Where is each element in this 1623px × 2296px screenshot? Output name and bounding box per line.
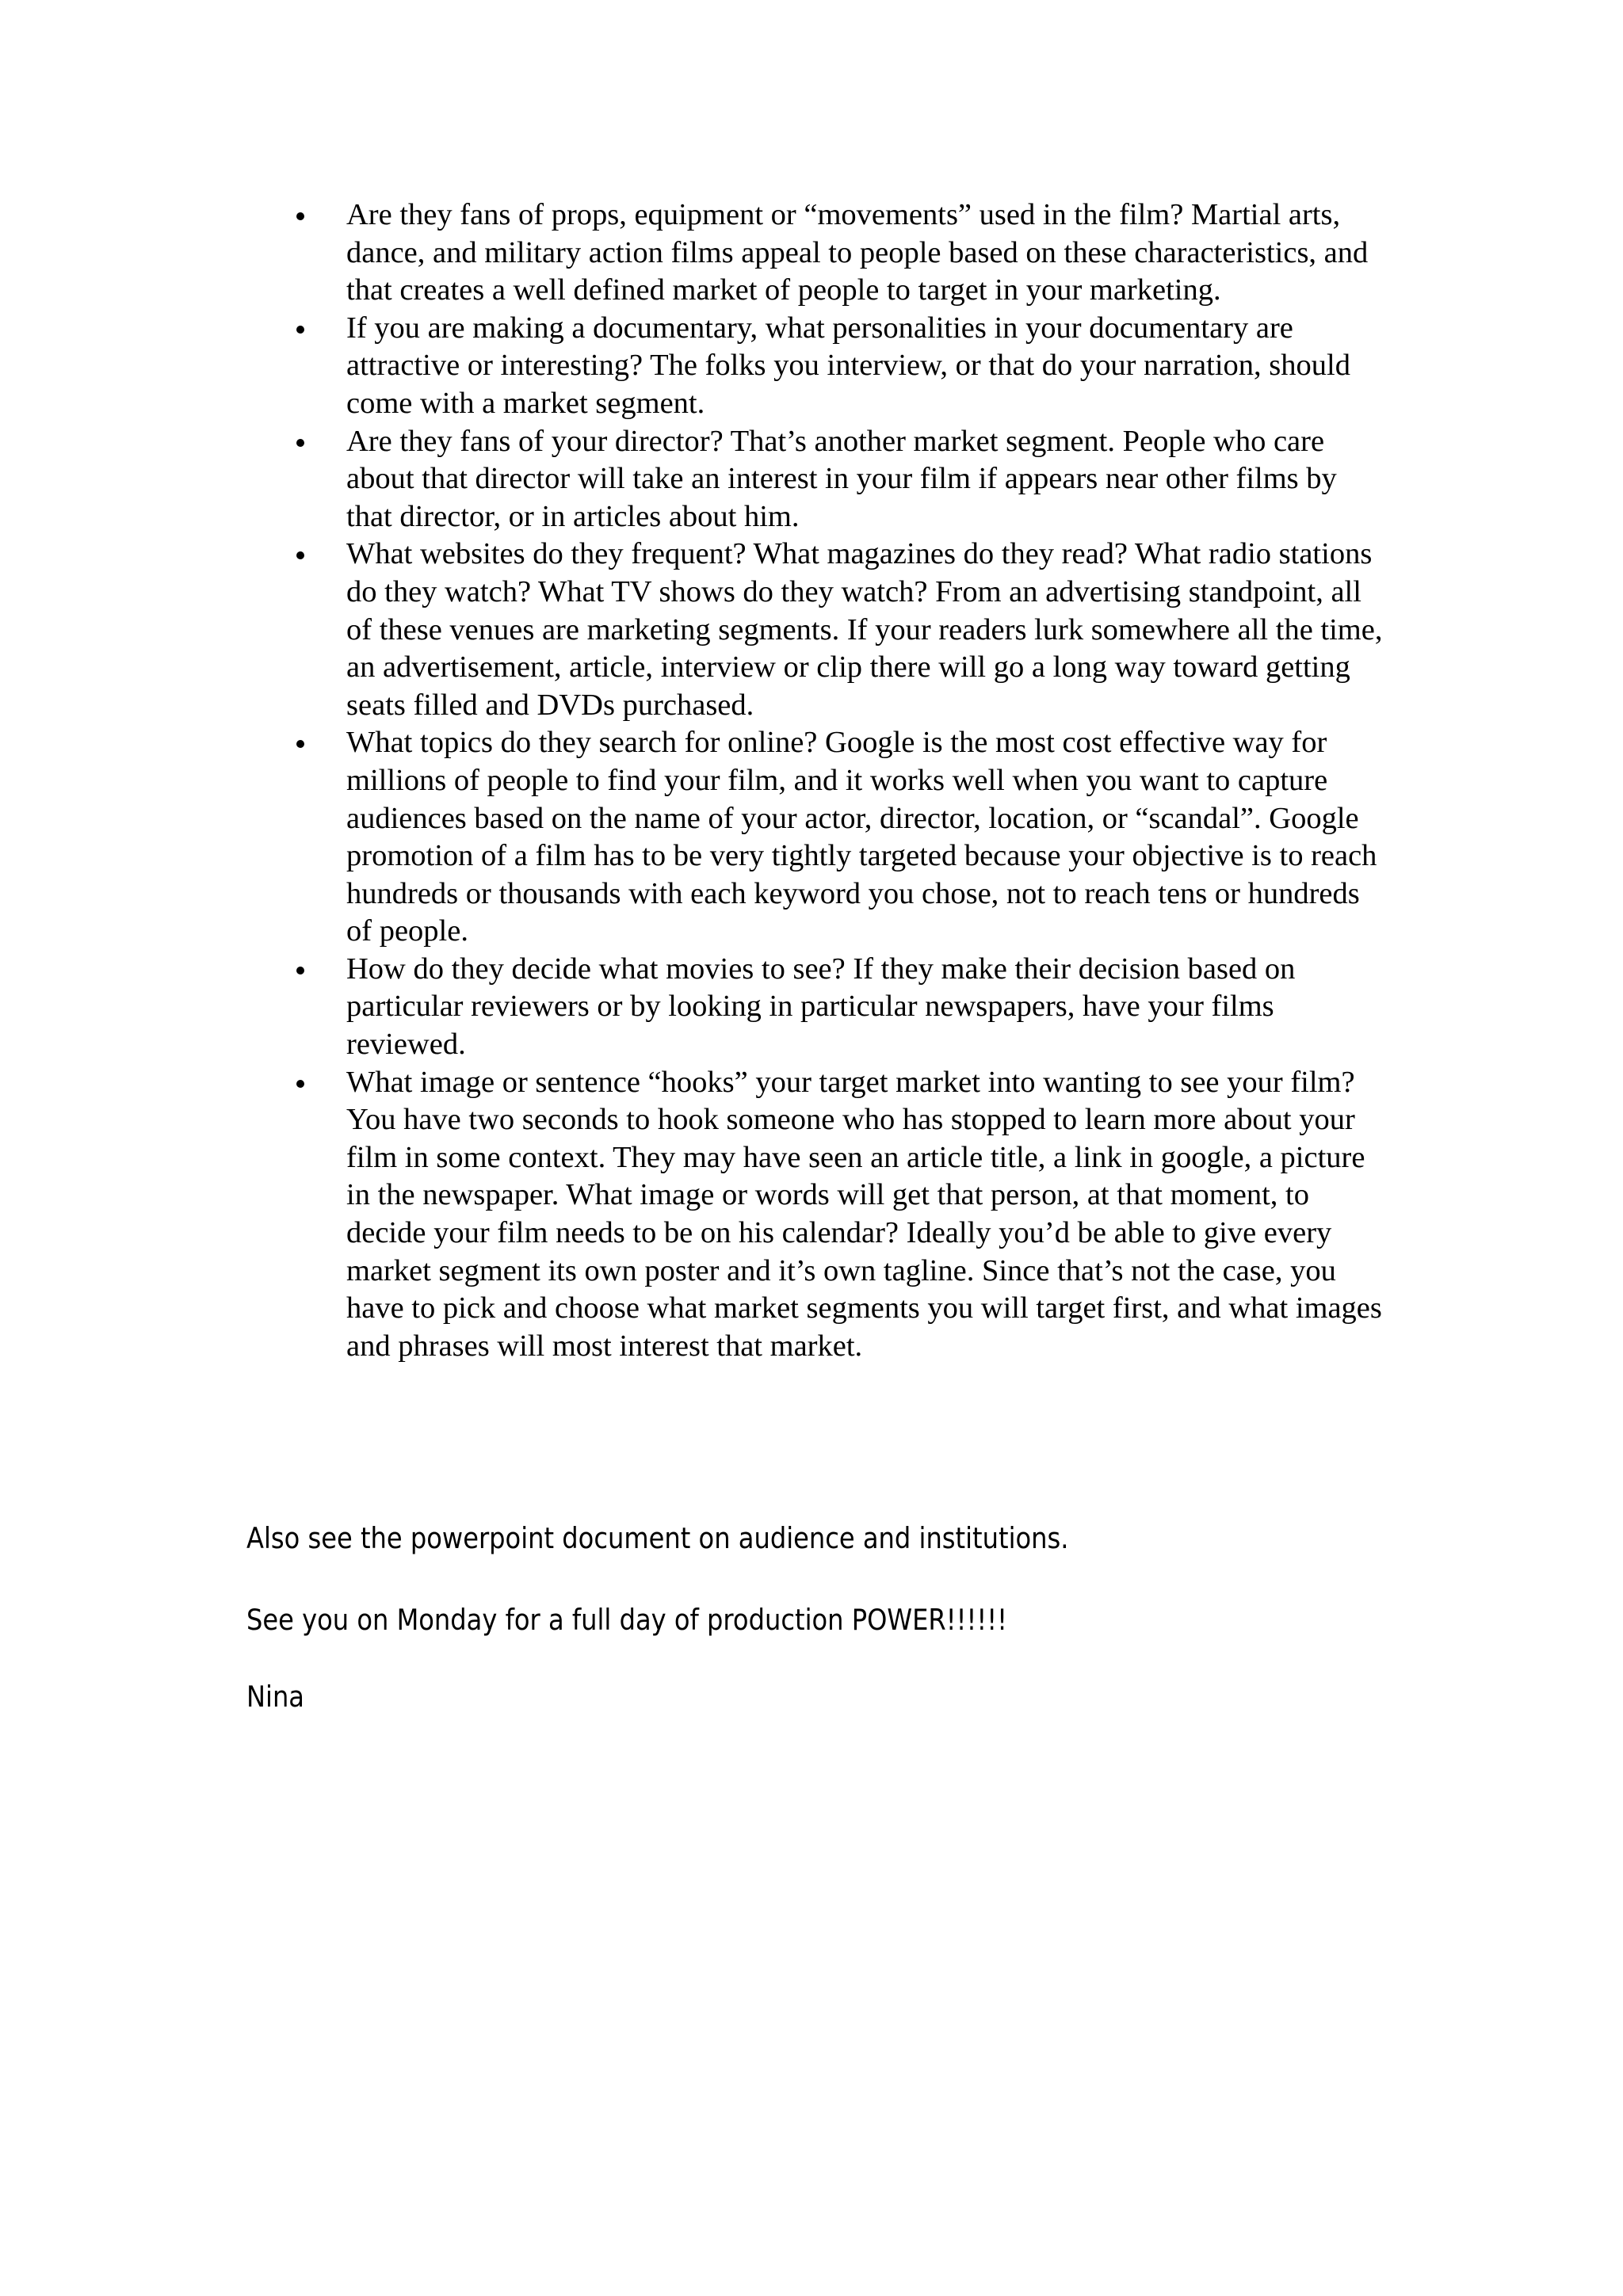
list-item — [291, 196, 1384, 310]
list-item — [291, 310, 1384, 423]
list-item-text: How do they decide what movies to see? If they make their decision based on particular reviewers or by looking in particular newspapers, have your films reviewed. — [346, 952, 1296, 1062]
bullet-point-icon — [296, 740, 304, 748]
list-item-text: Are they fans of props, equipment or “movements” used in the film? Martial arts, dance, and military action films appeal to people based on these characteristics, and that creates a well defined market of people to target in your marketing. — [346, 198, 1369, 307]
bullet-point-icon — [296, 326, 304, 334]
list-item — [291, 951, 1384, 1064]
list-item — [291, 536, 1384, 724]
bullet-point-icon — [296, 551, 304, 559]
closing-note-powerpoint: Also see the powerpoint document on audience and institutions. — [246, 1521, 1069, 1555]
list-item — [291, 423, 1384, 536]
bullet-point-icon — [296, 1080, 304, 1088]
list-item-text: If you are making a documentary, what personalities in your documentary are attractive or interesting? The folks you interview, or that do your narration, should come with a market segment. — [346, 311, 1350, 420]
list-item — [291, 724, 1384, 951]
closing-note-monday: See you on Monday for a full day of production POWER!!!!!! — [246, 1603, 1007, 1637]
bullet-list — [291, 196, 1384, 1365]
signature: Nina — [246, 1680, 304, 1714]
list-item-text: What image or sentence “hooks” your target market into wanting to see your film? You have two seconds to hook someone who has stopped to learn more about your film in some context. They may have seen an article title, a link in google, a picture in the newspaper. What image or words will get that person, at that moment, to decide your film needs to be on his calendar? Ideally you’d be able to give every market segment its own poster and it’s own tagline. Since that’s not the case, you have to pick and choose what market segments you will target first, and what images and phrases will most interest that market. — [346, 1065, 1382, 1363]
list-item — [291, 1064, 1384, 1366]
list-item-text: Are they fans of your director? That’s another market segment. People who care about that director will take an interest in your film if appears near other films by that director, or in articles about him. — [346, 424, 1337, 533]
list-item-text: What websites do they frequent? What magazines do they read? What radio stations do they watch? What TV shows do they watch? From an advertising standpoint, all of these venues are marketing segments. If your readers lurk somewhere all the time, an advertisement, article, interview or clip there will go a long way toward getting seats filled and DVDs purchased. — [346, 537, 1383, 722]
bullet-point-icon — [296, 439, 304, 447]
bullet-point-icon — [296, 967, 304, 974]
list-item-text: What topics do they search for online? Google is the most cost effective way for millions of people to find your film, and it works well when you want to capture audiences based on the name of your actor, director, location, or “scandal”. Google promotion of a film has to be very tightly targeted because your objective is to reach hundreds or thousands with each keyword you chose, not to reach tens or hundreds of people. — [346, 726, 1377, 948]
bullet-point-icon — [296, 212, 304, 220]
